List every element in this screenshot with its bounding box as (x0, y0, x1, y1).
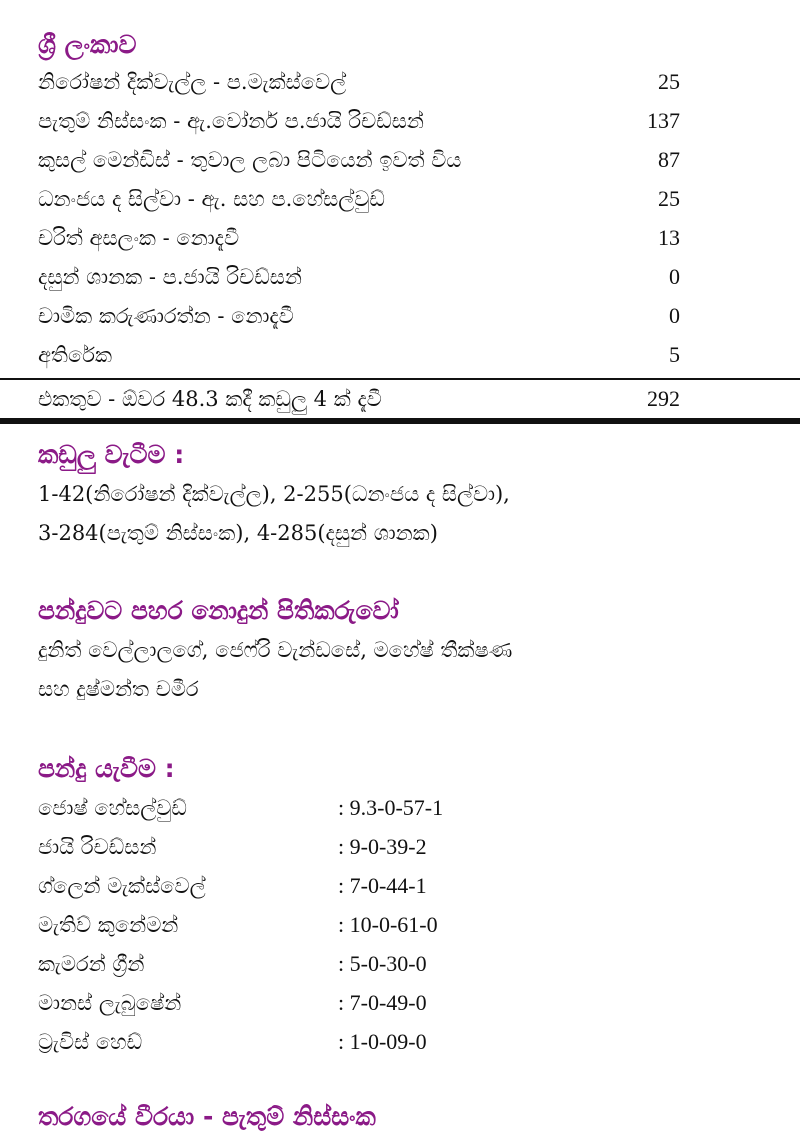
bowler-figures: : 1-0-09-0 (338, 1029, 427, 1054)
did-not-bat-line: දුනිත් වෙල්ලාලගේ, ජෙෆ්රි වැන්ඩසේ, මහේෂ් තීක්ෂණ (38, 638, 513, 662)
bowler-name: කැමරන් ග්‍රීන් (38, 951, 145, 976)
bowling-row (38, 866, 598, 906)
batsman-runs: 25 (658, 69, 680, 94)
did-not-bat-line: සහ දුෂ්මන්ත චමීර (38, 677, 199, 701)
total-runs: 292 (647, 386, 680, 411)
batting-row (38, 179, 680, 219)
batsman-runs: 87 (658, 147, 680, 172)
bowler-name: ග්ලෙන් මැක්ස්වෙල් (38, 873, 206, 898)
batsman-desc: දසුන් ශානක - ප.ජායි රිචඩ්සන් (38, 264, 302, 289)
fall-of-wickets-line: 1-42(නිරෝෂන් දික්වැල්ල), 2-255(ධනංජය ද සිල්වා), (38, 482, 510, 506)
batsman-desc: නිරෝෂන් දික්වැල්ල - ප.මැක්ස්වෙල් (38, 69, 347, 94)
extras-row (38, 335, 680, 375)
player-of-match-heading: තරගයේ වීරයා - පැතුම් නිස්සංක (38, 1102, 376, 1131)
extras-runs: 5 (669, 342, 680, 367)
divider-thick (0, 418, 800, 424)
did-not-bat-heading: පන්දුවට පහර නොදුන් පිතිකරුවෝ (38, 596, 399, 625)
bowler-figures: : 9-0-39-2 (338, 834, 427, 859)
batsman-desc: චාමික කරුණාරත්න - නොදැවී (38, 303, 294, 328)
batting-row (38, 140, 680, 180)
batting-row (38, 257, 680, 297)
bowler-figures: : 7-0-49-0 (338, 990, 427, 1015)
bowler-name: මැතිව් කුනේමන් (38, 912, 179, 937)
bowling-row (38, 788, 598, 828)
batsman-desc: පැතුම් නිස්සංක - ඇ.වෝනර් ප.ජායි රිචඩ්සන් (38, 108, 424, 133)
batsman-runs: 137 (647, 108, 680, 133)
batsman-runs: 13 (658, 225, 680, 250)
bowler-name: ජොෂ් හේසල්වුඩ් (38, 795, 187, 820)
bowling-row (38, 983, 598, 1023)
total-row (38, 382, 680, 416)
bowler-name: ජායි රිචඩ්සන් (38, 834, 157, 859)
batsman-desc: චරිත් අසලංක - නොදැවී (38, 225, 240, 250)
bowler-figures: : 9.3-0-57-1 (338, 795, 444, 820)
team-heading: ශ්‍රී ලංකාව (38, 30, 137, 59)
bowling-row (38, 905, 598, 945)
batting-row (38, 101, 680, 141)
extras-label: අතිරේක (38, 342, 113, 367)
batting-row (38, 62, 680, 102)
total-desc: එකතුව - ඕවර 48.3 කදී කඩුලු 4 ක් දැවී (38, 386, 382, 411)
bowler-figures: : 5-0-30-0 (338, 951, 427, 976)
batsman-desc: ධනංජය ද සිල්වා - ඇ. සහ ප.හේසල්වුඩ් (38, 186, 385, 211)
divider-line (0, 378, 800, 380)
bowler-figures: : 7-0-44-1 (338, 873, 427, 898)
bowler-figures: : 10-0-61-0 (338, 912, 438, 937)
bowler-name: මානස් ලැබුෂේන් (38, 990, 182, 1015)
fall-of-wickets-heading: කඩුලු වැටීම : (38, 440, 185, 469)
bowling-row (38, 1022, 598, 1062)
bowler-name: ට්‍රැවිස් හෙඩ් (38, 1029, 143, 1054)
fall-of-wickets-line: 3-284(පැතුම් නිස්සංක), 4-285(දසුන් ශානක) (38, 521, 438, 545)
batting-row (38, 296, 680, 336)
batsman-runs: 0 (669, 303, 680, 328)
bowling-row (38, 827, 598, 867)
batsman-runs: 25 (658, 186, 680, 211)
batsman-desc: කුසල් මෙන්ඩිස් - තුවාල ලබා පිටියෙන් ඉවත් විය (38, 147, 462, 172)
batting-row (38, 218, 680, 258)
bowling-heading: පන්දු යැවීම : (38, 754, 175, 783)
bowling-row (38, 944, 598, 984)
batsman-runs: 0 (669, 264, 680, 289)
